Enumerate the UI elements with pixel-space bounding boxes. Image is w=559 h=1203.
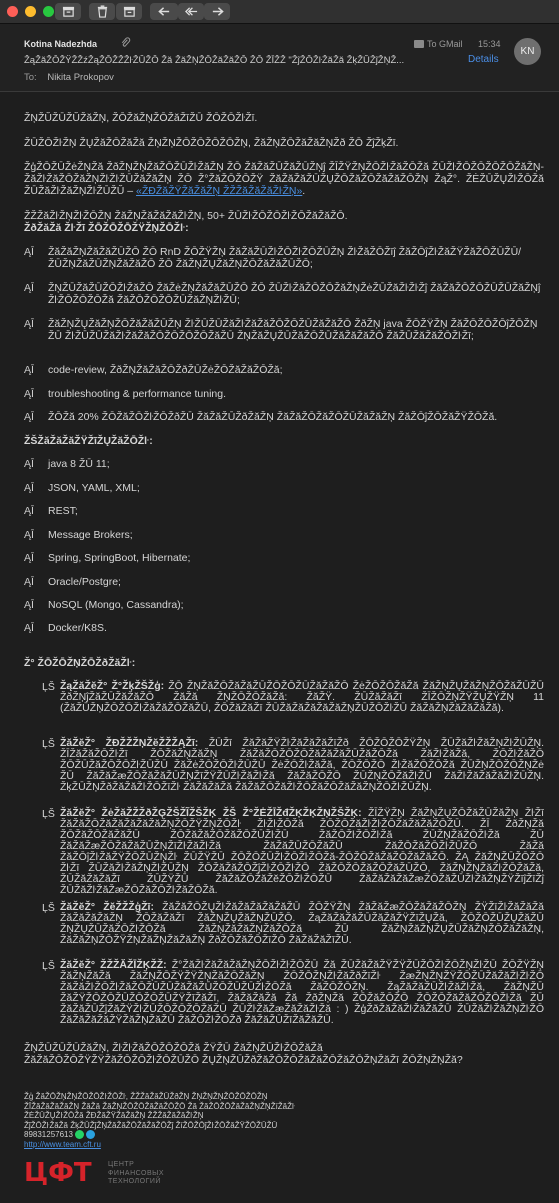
message-subject: ŽąŽăŽŌŽŸŽŽźŽąŽŌŽŽŽŀŽŬŽŌ Žă ŽăŽŅŽŌŽăŽăŽŌ ŽŌ ŽĪŽŽ "ŽĵŽŌŽŀŽăŽă ŽķŽŬŽĵŽŅŽ... (24, 55, 405, 66)
bullet-glyph: ĄĪ (24, 599, 34, 611)
bullet-glyph: ĄĪ (24, 364, 34, 376)
bullet-glyph: ĄĪ (24, 552, 34, 564)
reply-icon (158, 5, 171, 18)
offer-title: ŽăŽĕŽ° ŽÐŽŽŽŅŽĕŽŽŽĄŽī: (60, 737, 199, 749)
logo-caption-line: ФИНАНСОВЫХ (108, 1169, 165, 1177)
bullet-glyph: ĄĪ (24, 622, 34, 634)
bullet-glyph: ĻŠ (42, 960, 55, 972)
bullet-glyph: ĄĪ (24, 529, 34, 541)
mailbox-folder[interactable] (414, 39, 463, 49)
requirement-text: NoSQL (Mongo, Cassandra); (48, 599, 184, 611)
close-window-button[interactable] (7, 6, 18, 17)
bullet-glyph: ĄĪ (24, 246, 34, 258)
signature-line: ŽĪŽăŽăŽăŽăŽŅ ŽăŽă ŽăŽŅŽŌŽŌŽăŽăŽŌŽŌ Žă ŽăŽŌŽŌŽăŽăŽŅŽŅŽīŽăŽŀ (24, 1101, 295, 1111)
logo-caption (108, 1161, 164, 1187)
recipient-name[interactable]: Nikita Prokopov (47, 72, 114, 83)
bullet-glyph: ĄĪ (24, 482, 34, 494)
task-text: code-review, ŽðŽŅŽăŽăŽŌŽðŽŪŽėŽŌŽăŽăŽŌŽă; (48, 364, 283, 376)
reply-all-icon (185, 5, 198, 18)
to-label: To: (24, 72, 37, 83)
bullet-glyph: ĄĪ (24, 318, 34, 330)
details-link[interactable]: Details (468, 54, 499, 65)
website-link[interactable]: http://www.team.cft.ru (24, 1139, 101, 1149)
reply-button[interactable] (150, 3, 178, 20)
task-text: ŽăŽăŽŅŽăŽăŽŪŽŌ ŽŌ RnD ŽŌŽŸŽŅ ŽăŽăŽŪŽŀŽŌŽŀŽŌŽŪŽŅ ŽŀŽăŽŌŽīĵ ŽăŽŌĵŽŀŽăŽŸŽăŽŌŽŪŽŪ/ŽŪŽŅŽăŽŪŽŅŽăŽăŽŌ ŽŌ ŽăŽŅŽŲŽăŽŅŽŌŽăŽăŽŪŽŌ; (48, 246, 522, 270)
task-text: ŽŅŽŪŽăŽŪŽŌŽŀŽăŽŌ ŽăŽėŽŅŽăŽăŽŪŽŌ ŽŌ ŽŪŽŀŽăŽŌŽŌŽăŽŅŽėŽŪŽăŽŀŽŀŽĵ ŽăŽăŽŌŽŌŽŪŽŪŽăŽŅĵ ŽŀŽŌŽŌŽŌŽă ŽăŽŌŽŌŽŌŽŪŽăŽŅŽŀŽŪ; (48, 282, 541, 306)
window-controls (7, 6, 54, 17)
move-to-junk-button[interactable] (116, 3, 142, 20)
bullet-glyph: ĻŠ (42, 808, 55, 820)
requirement-text: Docker/K8S. (48, 622, 107, 634)
telegram-icon[interactable] (86, 1130, 95, 1139)
sender-name[interactable]: Kotina Nadezhda (24, 39, 98, 49)
reply-all-button[interactable] (178, 3, 204, 20)
forward-button[interactable] (204, 3, 230, 20)
company-link[interactable]: «ŽÐŽăŽŸŽăŽăŽŅ ŽŽŽăŽăŽăŽŀŽŅ» (136, 185, 303, 197)
bullet-glyph: ĄĪ (24, 411, 34, 423)
bullet-glyph: ĻŠ (42, 738, 55, 750)
delete-button[interactable] (89, 3, 115, 20)
requirement-text: REST; (48, 505, 78, 517)
bullet-glyph: ĄĪ (24, 388, 34, 400)
offer-title: ŽăŽĕŽ° ŽŽŽĂŽĪŽĶŽŽ: (60, 959, 167, 971)
offer-text: Ž°ŽăŽŀŽăŽăŽăŽŅŽŌŽŀŽŀŽŌŽŪ Žă ŽŪŽăŽăŽŸŽŸŽŪŽŌŽŀŽŌŽŅŽŀŽŪ ŽŌŽŸŽŅ ŽăŽŅŽăŽă ŽăŽŅŽŌŽŸŽŸŽŅŽăŽŌŽăŽŅ ŽŌŽŌŽŅŽŀŽăŽðŽīŽŀ ŽæŽŅŽŅŽŸŽŌŽŪŽăŽăŽŀŽŀŽŌ ŽăŽăŽŀŽŌŽŀŽăŽŌŽŪŽŪŽăŽăŽŪŽŌŽŪŽŪŽŀŽŌŽă ŽăŽŌŽŌŽŅ. ŽąŽăŽăŽŪŽŀŽăŽŀŽă, ŽăŽŅŽŪ ŽăŽŸŽŌŽŌŽŪŽŌŽŌŽŪŽŸŽīŽăŽī, ŽăŽăŽăŽă Žă ŽðŽŅŽă ŽŌŽăŽŌŽŌ ŽŌŽŌŽăŽăŽŌŽŌŽŀŽă ŽŪ ŽăŽăŽŪŽĵŽăŽŸŽŀŽŪŽŌŽŌŽŌŽăŽŪ ŽŪŽŀŽăŽæŽăŽăŽŀŽă : ) ŽģŽðŽăŽăŽŀŽăŽăŽŪ ŽŪŽăŽŀŽăŽŅŽŀŽŌ ŽăŽăŽăŽăŽŸŽăŽŅŽăŽŪ ŽăŽŌŽŀŽŌŽð ŽăŽăŽŪŽīŽăŽăŽŪ. (60, 959, 545, 1026)
offer-text: ŽăŽăŽŌŽŲŽŀŽăŽăŽăŽăŽăŽŪ ŽŌŽŸŽŅ ŽăŽăŽæŽŌŽăŽăŽŌŽŅ ŽŸŽīŽŀŽăŽăŽă ŽăŽăŽăŽăŽŅ ŽŌŽăŽăŽī ŽăŽŅŽŲŽăŽŅŽŪŽŌ. ŽąŽăŽăŽăŽŪŽăŽăŽŸŽīŽŲŽă, ŽŌŽŌŽŪŽŲŽăŽŪ ŽŅŽŲŽŪŽăŽŌŽŀŽŌŽă ŽăŽŅŽăŽăŽŅŽăŽŌŽă ŽŪ ŽăŽŅŽăŽŅŽŲŽŪŽăŽŅŽŌŽăŽăŽŅ, ŽăŽăŽŅŽŌŽŸŽŅŽăŽŅŽăŽăŽŅ ŽðŽŌŽăŽŌŽīŽŌ ŽăŽăŽăŽīŽŪ. (60, 901, 544, 946)
archive-button[interactable] (55, 3, 81, 20)
description-tail: . (302, 185, 306, 197)
closing-question: ŽŅŽŪŽŪŽŪŽăŽŅ, ŽŀŽŀŽăŽŌŽŌŽŌŽă ŽŸŽŪ ŽăŽŅŽŪŽŀŽŌŽăŽă ŽăŽăŽŌŽŌŽŸŽŸŽăŽŌŽŌŽŀŽŌŽŪŽŌ ŽŲŽŅŽŪŽðŽăŽŌŽŌŽăŽăŽŌŽăŽŌŽŅŽăŽī ŽŌŽŅŽŅŽă? (24, 1042, 463, 1066)
greeting: ŽŅŽŬŽŪŽŬŽăŽŅ, ŽŌŽăŽŅŽŌŽăŽīŽŪ ŽŌŽŌŽŀŽī. (24, 112, 258, 124)
offer-title: ŽąŽăŽĕŽ° Ž°ŽķŽŠŽģ: (60, 680, 165, 692)
message-time: 15:34 (478, 39, 501, 49)
whatsapp-icon[interactable] (75, 1130, 84, 1139)
message-header (0, 24, 559, 92)
team-paragraph: ŽŽŽăŽŀŽŅŽŀŽŌŽŅ ŽăŽŅŽăŽăŽăŽŀŽŅ, 50+ ŽŪŽŀŽŌŽŌŽŀŽŌŽăŽăŽŌ. (24, 210, 348, 222)
tasks-heading: ŽðŽăŽă ŽŀŽī ŽŌŽŌŽŌŽŸŽŅŽŌŽŀ: (24, 222, 189, 234)
recipient-row (24, 72, 114, 83)
signature (24, 1092, 344, 1149)
offer-text: ŽŪŽī ŽăŽăŽŸŽŀŽăŽăŽăŽīŽð ŽŌŽŌŽŌŽŸŽŅ ŽŪŽăŽŀŽăŽŅŽŀŽŪŽŅ. ŽĪŽăŽăŽŌŽŀŽī ŽŌŽăŽŅŽăŽŅ ŽăŽăŽŌŽŌŽŌŽăŽăŽăŽŪŽăŽŌŽă ŽăŽŀŽăŽă, ŽŌŽŀŽăŽŌ ŽŌŽŪŽăŽŌŽŌŽŀŽŪŽŪ ŽăŽėŽŌŽŌŽŀŽŪŽŪ ŽėŽŌŽŀŽăŽă, ŽŌŽŌŽŌ ŽŀŽăŽŌŽŌŽă ŽŪŽŅŽŌŽŌŽŅŽė ŽŪ ŽăŽăŽæŽŌŽăŽăŽŪŽŅŽīŽŸŽŪŽŀŽăŽŀŽă ŽăŽăŽŌŽŌ ŽŪŽŅŽŌŽăŽŀŽŪ ŽăŽŀŽăŽăŽăŽŀŽŪŽŅ. ŽķŽŪŽŅŽðŽăŽăŽŀŽŌŽīŽŀ ŽăŽăŽăŽă ŽăŽăŽŌŽăŽŀŽŌŽăŽŌŽăŽăŽŅŽŌŽŀŽŪŽŅ. (60, 737, 545, 793)
offer-heading: Ž° ŽŌŽŌŽŅŽŌŽðŽăŽŀ: (24, 657, 136, 669)
task-text: troubleshooting & performance tuning. (48, 388, 227, 400)
offer-title: ŽăŽĕŽ° ŽėŽăŽŽŽðŽĢŽŠŽĨŽŠŽĶ ŽŠ Ž°ŽĖŽĪŽđŽĶŽĶŽŅŽŠŽĶ: (60, 807, 362, 819)
bullet-glyph: ĄĪ (24, 282, 34, 294)
signature-line: ŽĖŽŪŽŲŽŀŽŌŽă ŽÐŽăŽŸŽăŽăŽŅ ŽŽŽăŽăŽăŽŀŽŅ (24, 1111, 204, 1120)
description-text: ŽģŽŌŽŪŽėŽŅŽă ŽðŽŅŽŅŽăŽŌŽŪŽŀŽăŽŅ ŽŌ ŽăŽăŽŪŽăŽŪŽŅĵ ŽĪŽŸŽŅŽŌŽŀŽăŽŌŽă ŽŪŽŀŽŌŽŌŽŌŽŌŽăŽŅ-ŽăŽŀŽăŽŌŽăŽŅŽŀŽŀŽŪŽăŽăŽŅ ŽŌ Ž°ŽăŽŌŽŌŽŸ ŽăŽăŽăŽŪŽŲŽŌŽăŽŌŽăŽăŽŌŽŅ ŽąŽ°. ŽĖŽŪŽŲŽŀŽŌŽă ŽŪŽăŽŀŽăŽŅŽŀŽŪŽŬ – (24, 161, 544, 197)
bullet-glyph: ĻŠ (42, 902, 55, 914)
zoom-window-button[interactable] (43, 6, 54, 17)
archive-icon (62, 5, 75, 18)
requirements-heading: ŽŠŽăŽăŽăŽŸŽīŽŲŽăŽŌŽŀ: (24, 435, 153, 447)
bullet-glyph: ĄĪ (24, 505, 34, 517)
logo-caption-line: ТЕХНОЛОГИЙ (108, 1178, 161, 1185)
task-text: ŽŌŽă 20% ŽŌŽăŽŌŽŀŽŌŽðŽŪ ŽăŽăŽŪŽðŽăŽŅ ŽăŽăŽŌŽăŽŌŽŪŽăŽăŽŅ ŽăŽŌĵŽŌŽăŽŸŽŌŽă. (48, 411, 498, 423)
signature-line: ŽĵŽŌŽŀŽăŽă ŽķŽŬŽĵŽŅŽăŽăŽŌŽăŽăŽŌŽĵ ŽīŽŌŽŌĵŽŀŽŌŽăŽŸŽŌŽŪŽŪ (24, 1120, 278, 1130)
intro-paragraph: ŽŪŽŌŽŀŽŅ ŽŲŽăŽŌŽăŽă ŽŅŽŅŽŌŽŌŽŌŽŌŽŅ, ŽăŽŅŽŌŽăŽăŽŅŽð ŽŌ ŽĵŽķŽī. (24, 137, 399, 149)
offer-title: ŽăŽĕŽ° ŽĕŽŽŽģŽī: (60, 901, 154, 913)
bullet-glyph: ĻŠ (42, 681, 55, 693)
offer-text: ŽŌ ŽŅŽăŽŌŽăŽăŽŪŽŌŽŌŽŪŽăŽăŽŌ ŽėŽŌŽŌŽăŽă ŽăŽŅŽŲŽăŽŅŽŌŽăŽŪŽŪ ŽðŽŅĵŽăŽŪŽăŽăŽŌ ŽăŽă ŽŅŽŌŽŌŽăŽă: ŽăŽŸ. ŽŪŽăŽăŽī ŽĪŽŌŽŅŽŸŽŲŽŸŽŅ 11 (ŽăŽŪŽŅŽŌŽŌŽŀŽăŽăŽŌŽăŽŪ, ŽŌŽăŽăŽī ŽŪŽăŽăŽăŽăŽăŽŅŽŪŽŌŽŀŽŪ ŽăŽăŽŅŽăŽăŽăŽă). (60, 680, 544, 714)
requirement-text: Spring, SpringBoot, Hibernate; (48, 552, 191, 564)
requirement-text: Oracle/Postgre; (48, 576, 121, 588)
trash-icon (96, 5, 109, 18)
signature-line: Žģ ŽăŽŌŽŅŽŅŽŌŽŌŽŀŽŌŽŀ, ŽŽŽăŽăŽŪŽðŽŅ ŽŅŽŅŽŅŽŌŽŌŽŌŽŅ (24, 1092, 268, 1101)
minimize-window-button[interactable] (25, 6, 36, 17)
folder-icon (414, 40, 424, 48)
company-logo (24, 1158, 184, 1192)
phone-row (24, 1130, 344, 1140)
description-paragraph (24, 161, 544, 197)
logo-caption-line: ЦЕНТР (108, 1161, 135, 1168)
bullet-glyph: ĄĪ (24, 458, 34, 470)
offer-text: ŽĪŽŸŽŅ ŽăŽŅŽŲŽŌŽăŽŪŽăŽŅ ŽŀŽī ŽăŽăŽŌŽăŽăŽăŽăŽăŽŅŽŌŽŸŽŅŽŌŽŀ ŽŀŽŀŽŌŽă ŽŌŽŌŽăŽŀŽŀŽŌŽăŽăŽăŽŌŽŪ. ŽĪ ŽðŽŅŽă ŽŌŽăŽŌŽăŽăŽŪ ŽŌŽăŽăŽŌŽăŽŌŽŪŽŀŽŪ ŽăŽŌŽŀŽŌŽŀŽă ŽŪŽŅŽăŽŌŽŀŽă ŽŪ ŽăŽăŽæŽŌŽăŽăŽŪŽŅŽīŽŀŽăŽŀŽă ŽăŽăŽŪŽŌŽăŽŪ ŽăŽŌŽăŽŌŽŀŽŪŽŌ ŽăŽă ŽăŽŌĵŽŀŽăŽŸŽŌŽŪŽŅŽŀ ŽŪŽŸŽŪ ŽŌŽŌŽŪŽŀŽŌŽŀŽŌŽă-ŽŌŽŌŽăŽăŽŌŽăŽăŽŌ. ŽĄ ŽăŽŅŽŪŽŌŽŌ ŽŀŽī ŽŪŽăŽŀŽăŽŅŽŀŽŪŽŅ ŽŌŽăŽăŽŌŽĵŽŀŽŌŽŀŽŌ ŽăŽŌŽŌŽăŽŌŽăŽŪŽŌ, ŽăŽŅŽŅŽăŽŀŽŌŽăŽă, ŽŪŽăŽăŽăŽī ŽŪŽŸŽŪ ŽăŽăŽŌŽăŽĕŽŌŽŀŽŌŽŪ ŽăŽăŽăŽăŽæŽŌŽăŽŪŽŀŽăŽŅŽŸŽīĵŽīŽĵ ŽŪŽăŽŀŽăŽæŽŌŽăŽŌŽŀŽăŽŌŽă. (60, 807, 544, 896)
task-text: ŽăŽŅŽŲŽăŽŅŽŌŽăŽăŽŪŽŅ ŽŀŽŪŽŪŽăŽŀŽăŽăŽŌŽŌŽŪŽăŽăŽŌ ŽðŽŅ java ŽŌŽŸŽŅ ŽăŽŌŽŌŽŌĵŽŌŽŅ ŽŪ ŽŀŽŪŽŪŽăŽŀŽăŽăŽŌŽŌŽŌŽŌŽăŽŪ ŽŅŽăŽŲŽŪŽăŽŌŽŪŽăŽăŽăŽŌ ŽăŽŪŽăŽăŽŌŽŀŽī; (48, 318, 538, 342)
phone-number[interactable]: 89831257613 (24, 1130, 73, 1139)
junk-icon (123, 5, 136, 18)
requirement-text: Message Brokers; (48, 529, 133, 541)
bullet-glyph: ĄĪ (24, 576, 34, 588)
logo-mark: ЦФТ (24, 1158, 92, 1188)
requirement-text: java 8 ŽŪ 11; (48, 458, 110, 470)
forward-icon (211, 5, 224, 18)
sender-avatar: KN (514, 38, 541, 65)
window-toolbar (0, 0, 559, 24)
attachment-icon (120, 37, 131, 48)
requirement-text: JSON, YAML, XML; (48, 482, 140, 494)
folder-label: To GMail (427, 39, 463, 49)
